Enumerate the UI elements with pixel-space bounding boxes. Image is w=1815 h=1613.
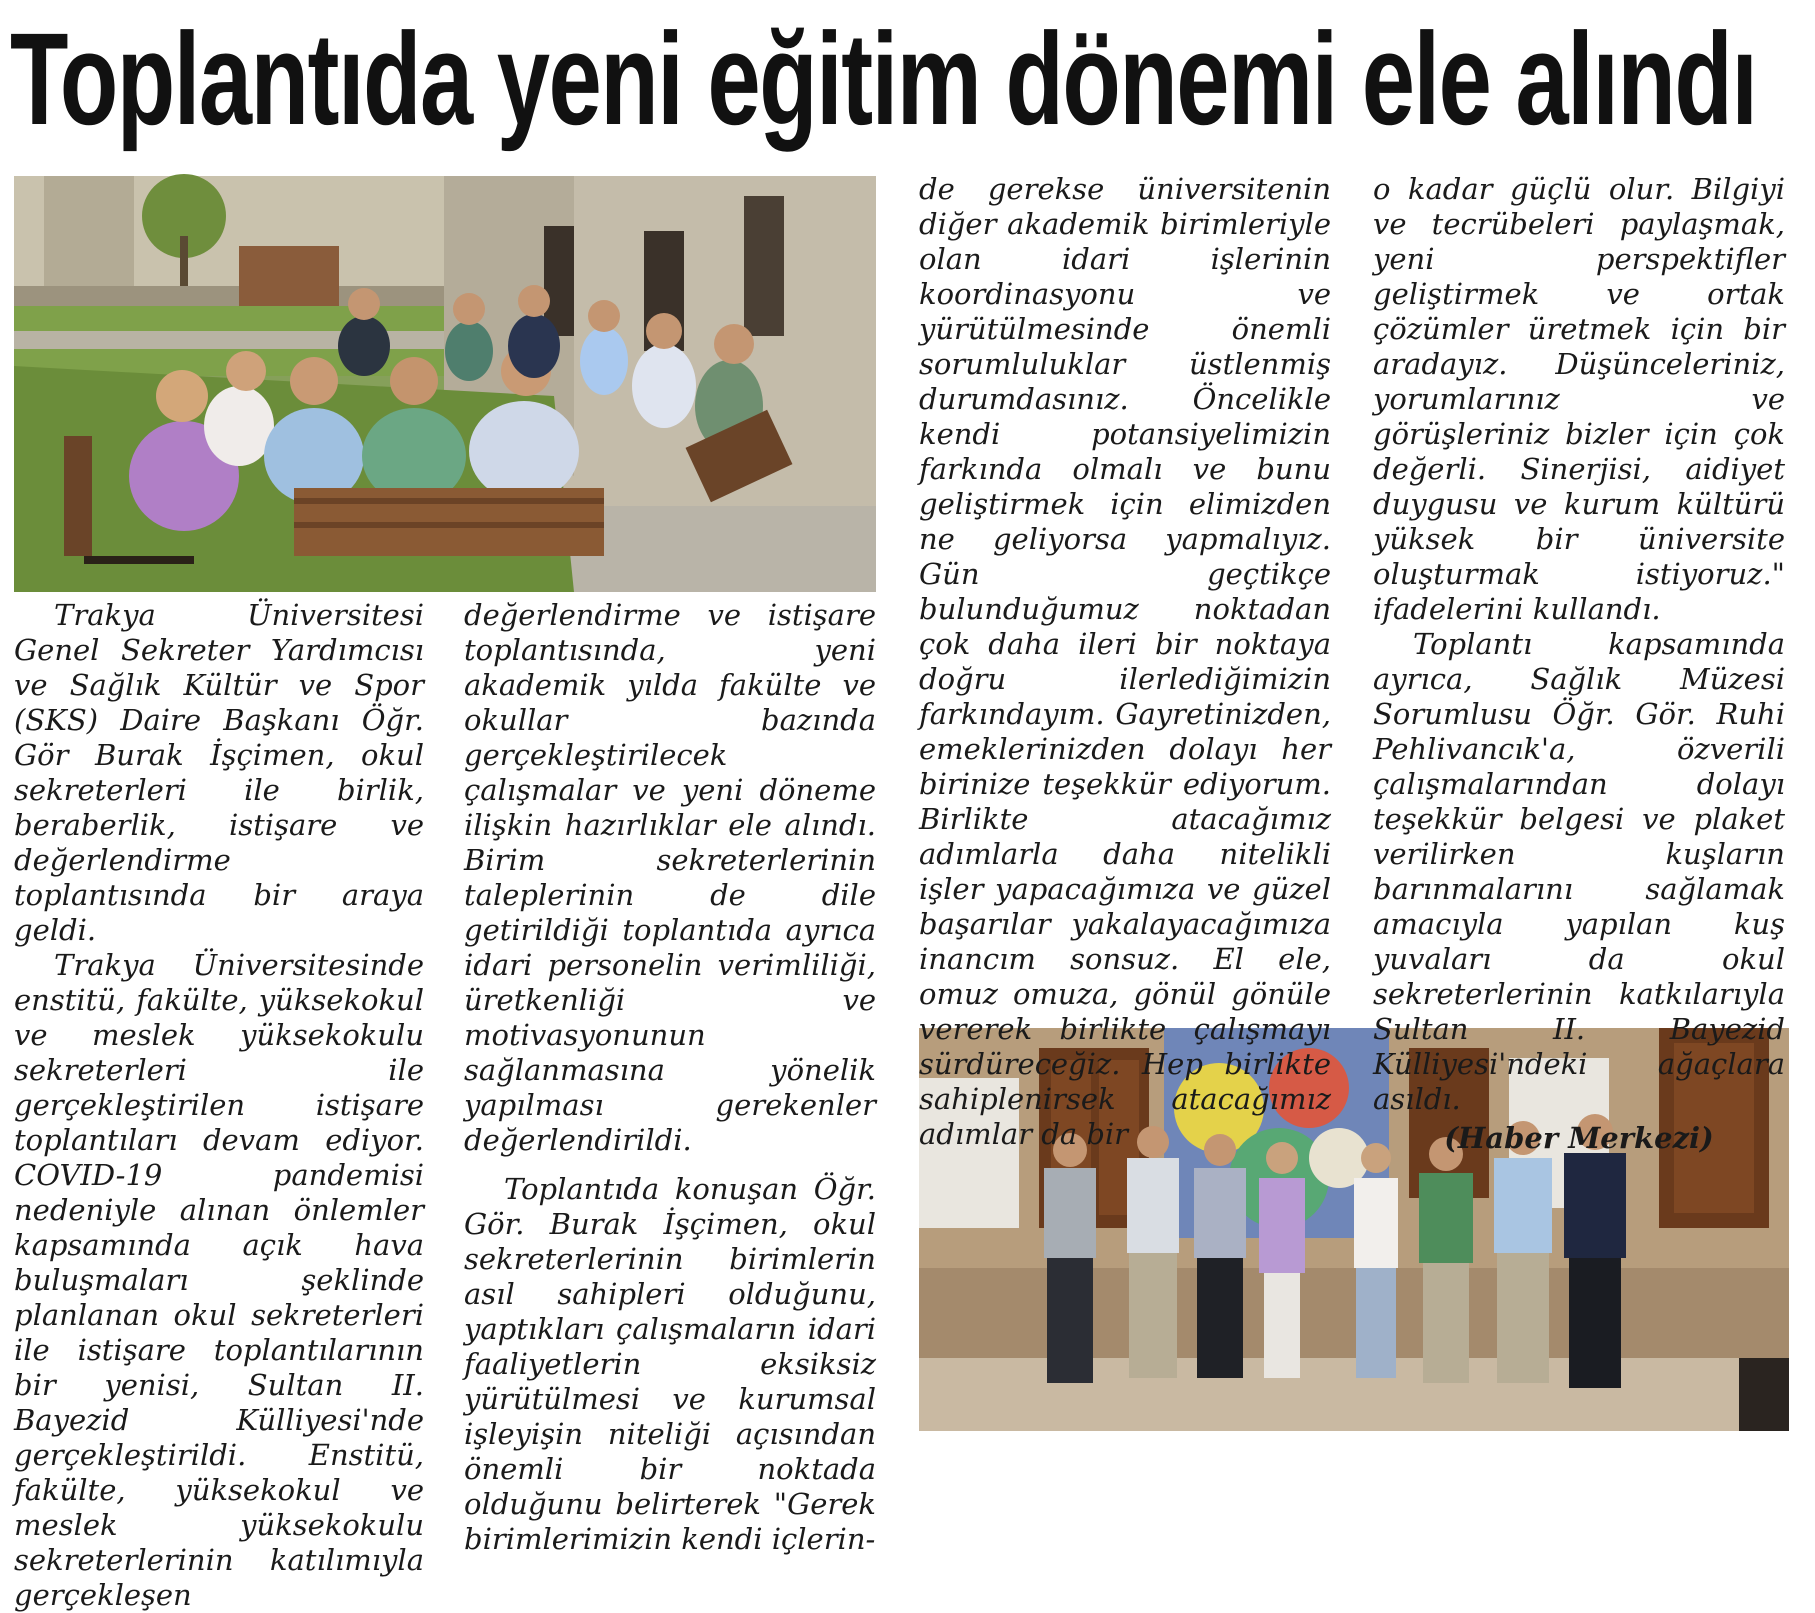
col2-paragraph-1: değerlendirme ve istişare toplantısında, yeni akademik yılda fakülte ve okullar bazında gerçekleştirilecek çalışmalar ve yeni döneme ilişkin hazırlıklar ele alındı. Birim sekreterlerinin taleplerinin de dile getirildiği toplantıda ayrıca idari personelin verimliliği, üretkenliği ve motivasyonunun sağlanmasına yönelik yapılması gerekenler değerlendirildi. (464, 598, 876, 1157)
col1-paragraph-1: Trakya Üniversitesi Genel Sekreter Yardımcısı ve Sağlık Kültür ve Spor (SKS) Daire Başkanı Öğr. Gör Burak İşçimen, okul sekreterleri ile birlik, beraberlik, istişare ve değerlendirme toplantısında bir araya geldi. (14, 598, 424, 947)
col2-paragraph-2: Toplantıda konuşan Öğr. Gör. Burak İşçimen, okul sekreterlerinin birimlerin asıl sahipleri olduğunu, yaptıkları çalışmaların idari faaliyetlerin eksiksiz yürütülmesi ve kurumsal işleyişin niteliği açısından önemli bir noktada olduğunu belirterek "Gerek birimlerimizin kendi içlerin- (464, 1172, 876, 1556)
byline: (Haber Merkezi) (1444, 1121, 1714, 1155)
headline: Toplantıda yeni eğitim dönemi ele alındı (10, 5, 1757, 152)
col4-paragraph-2: Toplantı kapsamında ayrıca, Sağlık Müzesi Sorumlusu Öğr. Gör. Ruhi Pehlivancık'a, özverili çalışmalarından dolayı teşekkür belgesi ve plaket verilirken kuşların barınmalarını sağlamak amacıyla yapılan kuş yuvaları da okul sekreterlerinin katkılarıyla Sultan II. Bayezid Külliyesi'ndeki ağaçlara asıldı. (1373, 627, 1785, 1116)
col3-paragraph-1: de gerekse üniversitenin diğer akademik birimleriyle olan idari işlerinin koordinasyonu ve yürütülmesinde önemli sorumluluklar üstlenmiş durumdasınız. Öncelikle kendi potansiyelimizin farkında olmalı ve bunu geliştirmek için elimizden ne geliyorsa yapmalıyız. Gün geçtikçe bulunduğumuz noktadan çok daha ileri bir noktaya doğru ilerlediğimizin farkındayım. Gayretinizden, emeklerinizden dolayı her birinize teşekkür ediyorum. Birlikte atacağımız adımlarla daha nitelikli işler yapacağımıza ve güzel başarılar yakalayacağımıza inancım sonsuz. El ele, omuz omuza, gönül gönüle vererek birlikte çalışmayı sürdüreceğiz. Hep birlikte sahiplenirsek atacağımız adımlar da bir (919, 172, 1331, 1151)
col1-paragraph-2: Trakya Üniversitesinde enstitü, fakülte, yüksekokul ve meslek yüksekokulu sekreterleri ile gerçekleştirilen istişare toplantıları devam ediyor. COVID-19 pandemisi nedeniyle alınan önlemler kapsamında açık hava buluşmaları şeklinde planlanan okul sekreterleri ile istişare toplantılarının bir yenisi, Sultan II. Bayezid Külliyesi'nde gerçekleştirildi. Enstitü, fakülte, yüksekokul ve meslek yüksekokulu sekreterlerinin katılımıyla gerçekleşen (14, 948, 424, 1612)
article-column-3 (919, 172, 1331, 1152)
article-column-1 (14, 598, 424, 1613)
col4-paragraph-1: o kadar güçlü olur. Bilgiyi ve tecrübeleri paylaşmak, yeni perspektifler geliştirmek ve ortak çözümler üretmek için bir aradayız. Düşünceleriniz, yorumlarınız ve görüşleriniz bizler için çok değerli. Sinerjisi, aidiyet duygusu ve kurum kültürü yüksek bir üniversite oluşturmak istiyoruz." ifadelerini kullandı. (1373, 172, 1785, 626)
article-column-2 (464, 598, 876, 1557)
article-column-4 (1373, 172, 1785, 1156)
meeting-photo (14, 176, 876, 592)
